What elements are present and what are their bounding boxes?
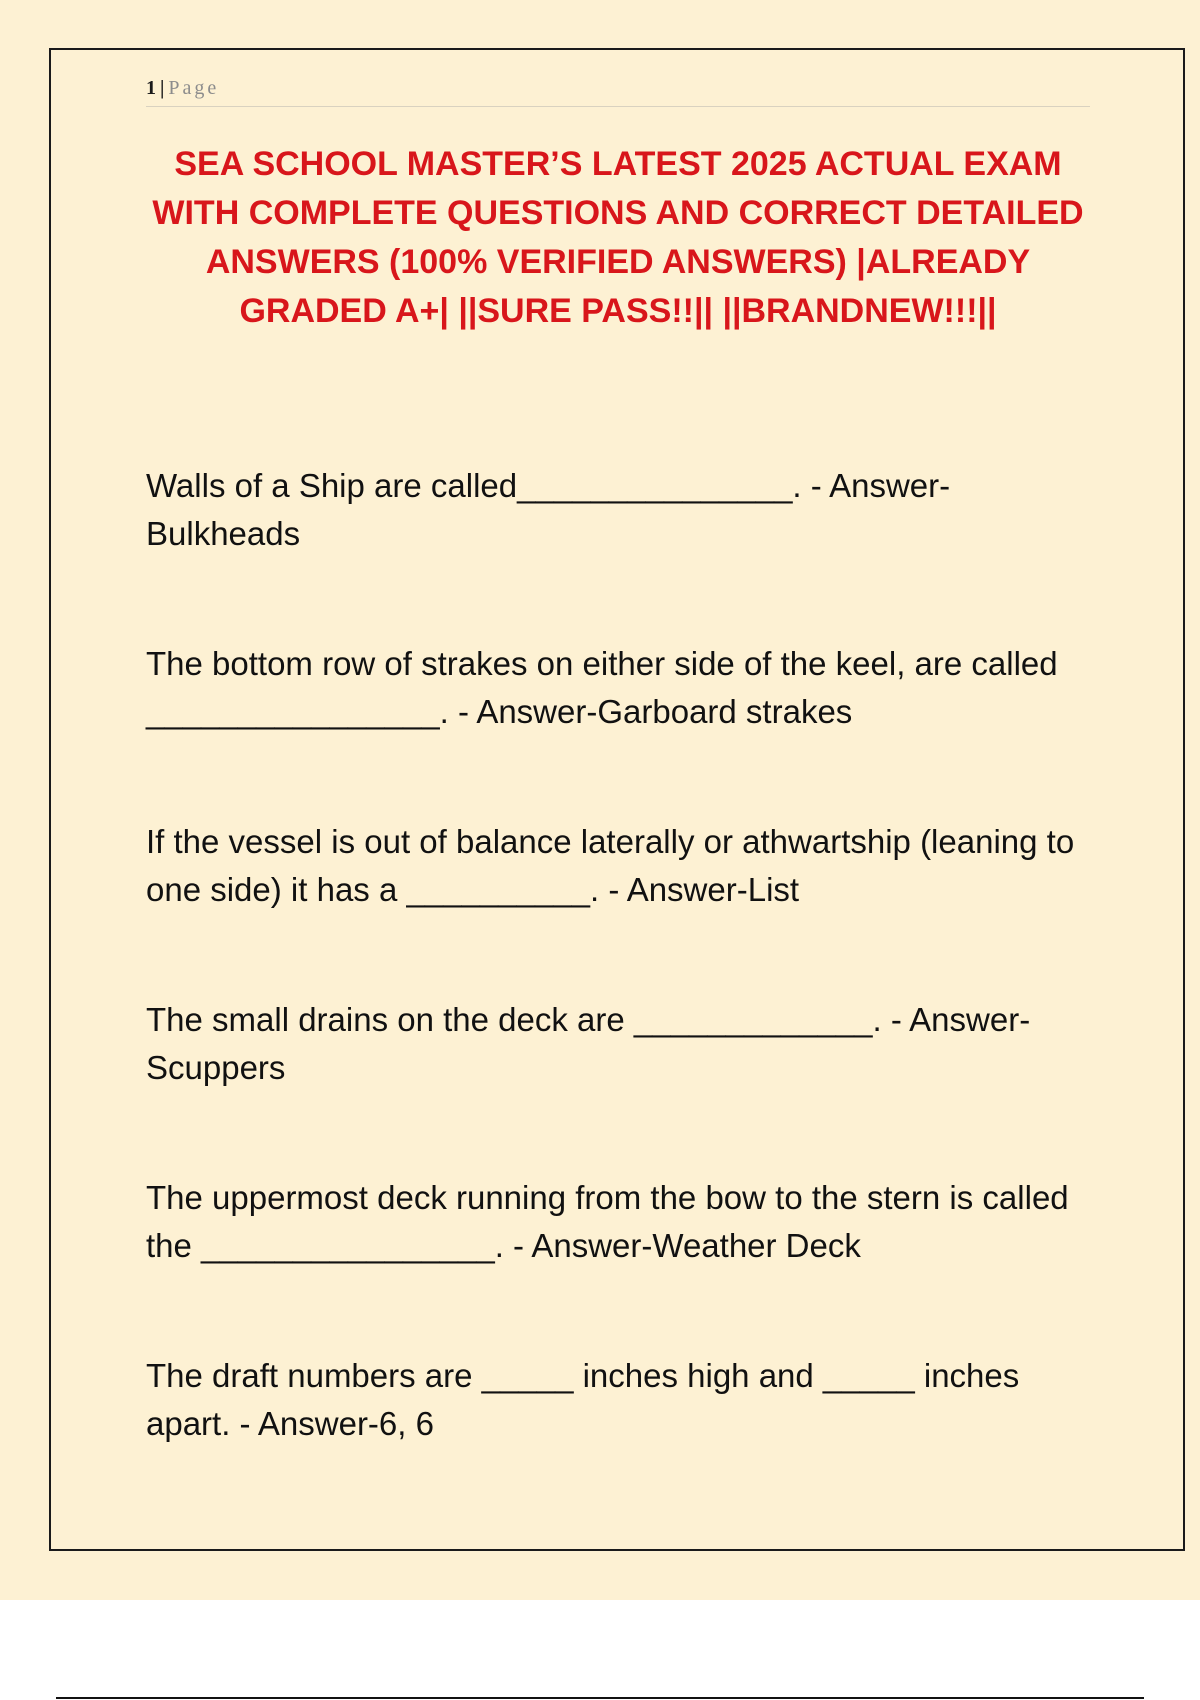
page-separator: | <box>160 77 165 99</box>
page-label: Page <box>168 77 220 99</box>
page-header <box>146 76 1090 107</box>
page-number: 1 <box>146 77 156 99</box>
bottom-divider <box>56 1697 1144 1699</box>
question-item: The bottom row of strakes on either side of the keel, are called ________________. - Answer-Garboard strakes <box>146 645 1058 730</box>
question-item: The uppermost deck running from the bow to the stern is called the ________________. - Answer-Weather Deck <box>146 1179 1069 1264</box>
question-list <box>146 462 1096 1530</box>
question-item: If the vessel is out of balance laterally or athwartship (leaning to one side) it has a __________. - Answer-List <box>146 823 1075 908</box>
question-item: The small drains on the deck are _____________. - Answer-Scuppers <box>146 1001 1031 1086</box>
document-title: SEA SCHOOL MASTER’S LATEST 2025 ACTUAL EXAM WITH COMPLETE QUESTIONS AND CORRECT DETAILED ANSWERS (100% VERIFIED ANSWERS) |ALREADY GRADED A+| ||SURE PASS!!|| ||BRANDNEW!!!|| <box>152 145 1084 330</box>
question-item: The draft numbers are _____ inches high and _____ inches apart. - Answer-6, 6 <box>146 1357 1020 1442</box>
question-item: Walls of a Ship are called_______________. - Answer-Bulkheads <box>146 467 951 552</box>
